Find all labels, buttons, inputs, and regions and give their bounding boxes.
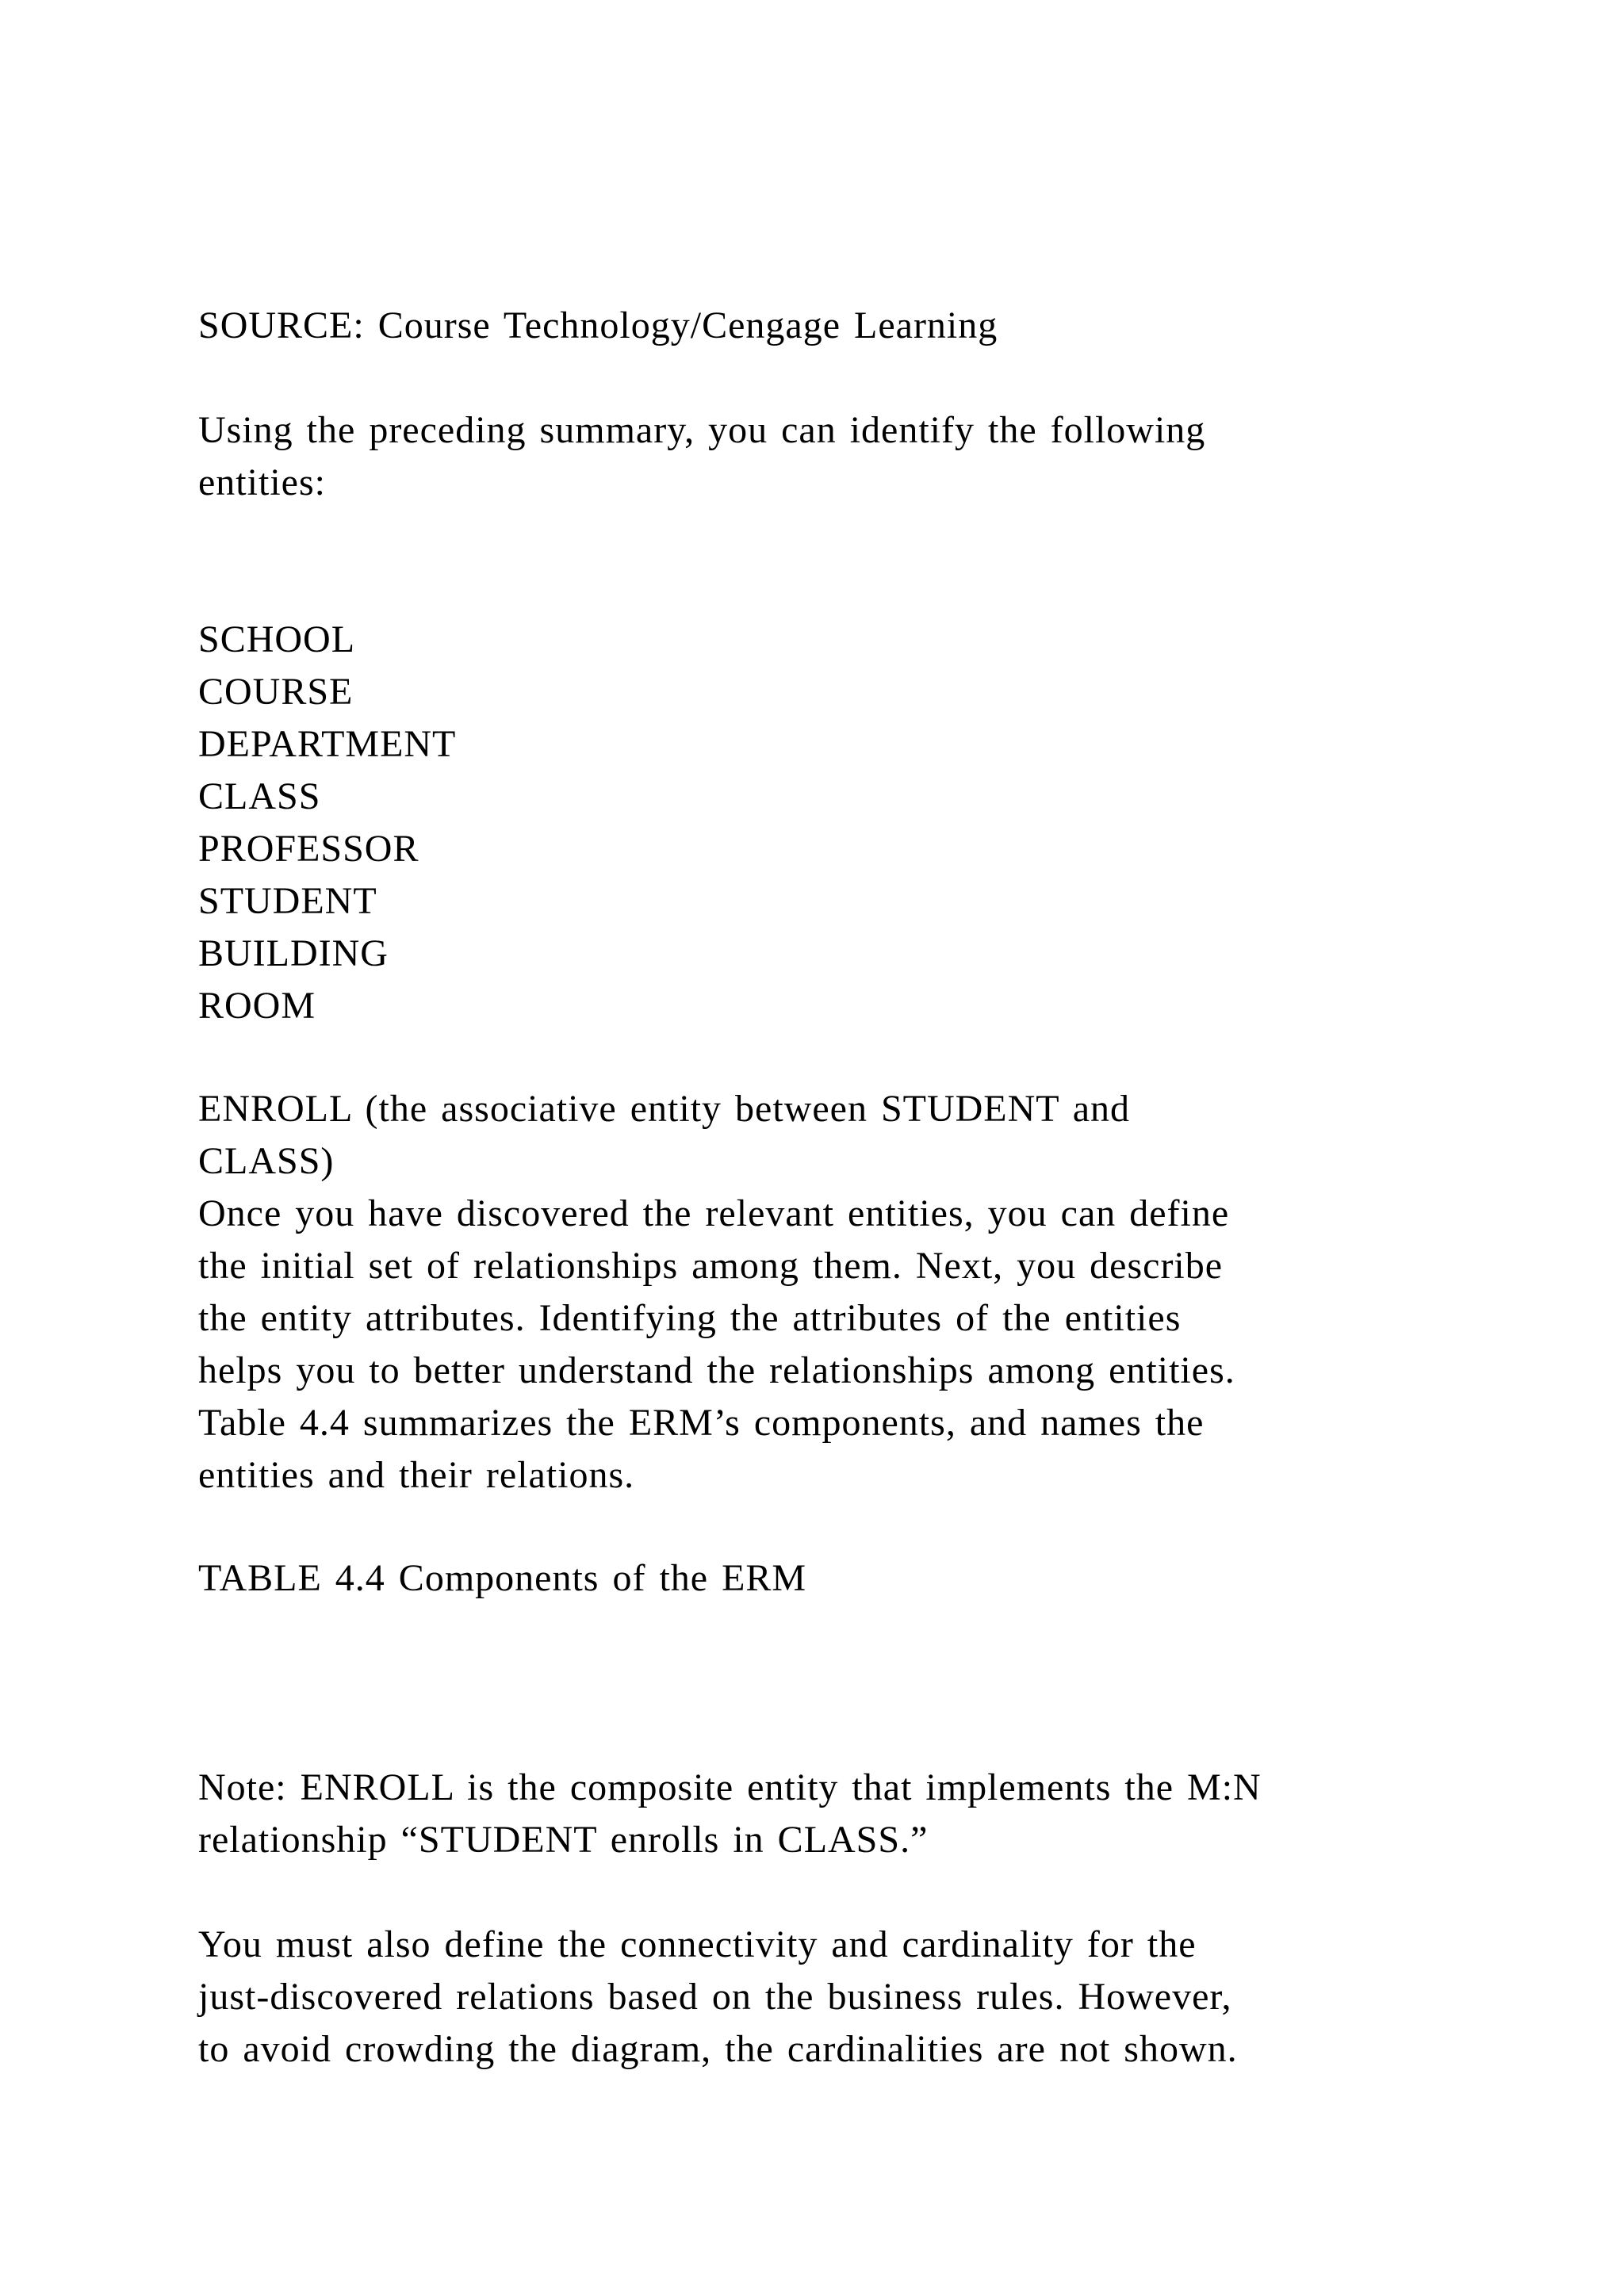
closing-line: to avoid crowding the diagram, the cardinalities are not shown. [198, 2028, 1238, 2070]
paragraph-line: Table 4.4 summarizes the ERM’s components, and names the [198, 1402, 1205, 1444]
note-line: Note: ENROLL is the composite entity that implements the M:N [198, 1766, 1262, 1808]
paragraph-line: ENROLL (the associative entity between STUDENT and [198, 1088, 1131, 1130]
source-line [198, 300, 1467, 352]
paragraph-line: entities and their relations. [198, 1454, 635, 1496]
intro-line: entities: [198, 461, 326, 503]
note-paragraph [198, 1762, 1467, 1866]
note-line: relationship “STUDENT enrolls in CLASS.” [198, 1819, 929, 1861]
intro-line: Using the preceding summary, you can identify the following [198, 409, 1206, 451]
entity-item: STUDENT [198, 880, 377, 922]
entity-item: PROFESSOR [198, 828, 419, 870]
closing-line: just-discovered relations based on the business rules. However, [198, 1976, 1232, 2018]
closing-line: You must also define the connectivity and cardinality for the [198, 1923, 1197, 1965]
entity-item: DEPARTMENT [198, 723, 457, 765]
table-caption-text: TABLE 4.4 Components of the ERM [198, 1557, 807, 1599]
closing-paragraph [198, 1919, 1467, 2076]
source-text: SOURCE: Course Technology/Cengage Learning [198, 304, 998, 346]
entity-item: SCHOOL [198, 618, 356, 660]
intro-paragraph [198, 404, 1467, 509]
paragraph-line: Once you have discovered the relevant entities, you can define [198, 1192, 1230, 1234]
entity-item: COURSE [198, 671, 354, 713]
entity-item: CLASS [198, 775, 321, 817]
entity-item: BUILDING [198, 932, 389, 974]
paragraph-line: helps you to better understand the relationships among entities. [198, 1349, 1235, 1391]
enroll-paragraph [198, 1083, 1467, 1502]
entity-item: ROOM [198, 985, 316, 1027]
paragraph-line: CLASS) [198, 1140, 335, 1182]
entity-list [198, 614, 1467, 1032]
paragraph-line: the entity attributes. Identifying the attributes of the entities [198, 1297, 1182, 1339]
paragraph-line: the initial set of relationships among them. Next, you describe [198, 1245, 1224, 1287]
table-caption [198, 1552, 1467, 1605]
